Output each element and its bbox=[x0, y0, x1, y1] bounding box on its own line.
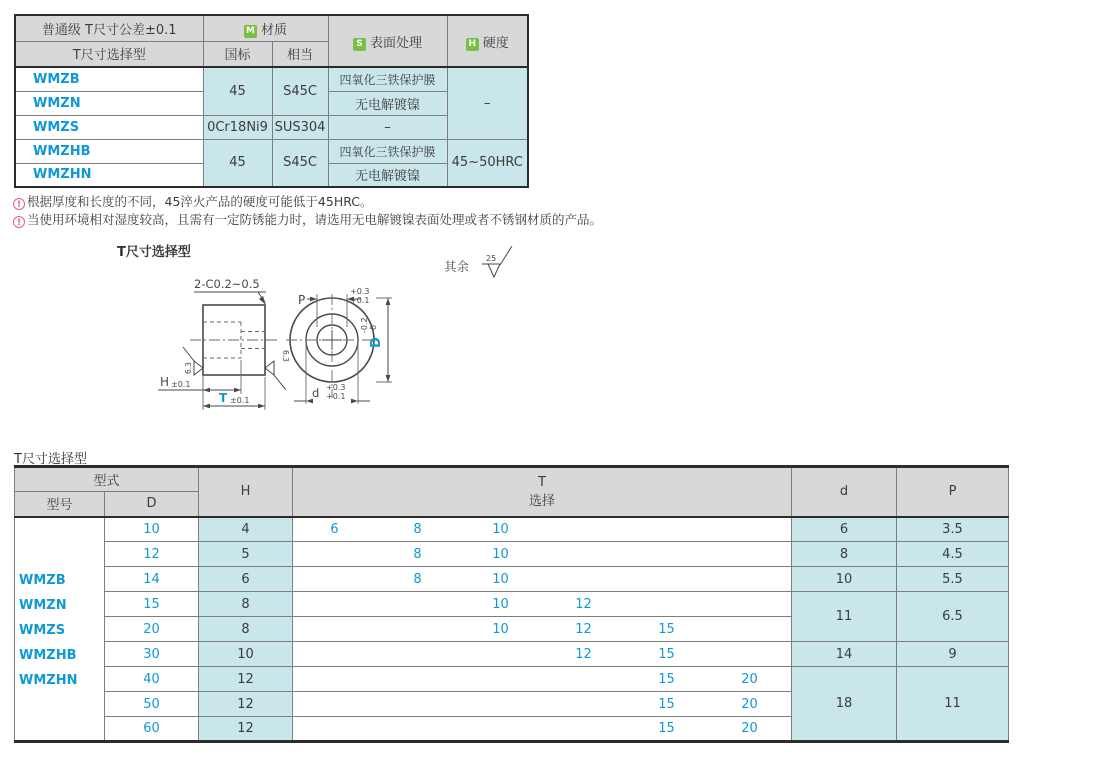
dd-col-header: d bbox=[792, 467, 897, 517]
surface-cell: – bbox=[328, 115, 447, 139]
note-line bbox=[13, 193, 602, 211]
dia-dim-label: D bbox=[369, 337, 384, 348]
equiv-cell: SUS304 bbox=[272, 115, 328, 139]
grade-header: 普通级 T尺寸公差±0.1 bbox=[15, 15, 203, 41]
p-dim-tol-lower: +0.1 bbox=[350, 296, 370, 305]
hardness-cell: – bbox=[447, 67, 528, 139]
t-options-cell bbox=[293, 542, 792, 567]
t-options-cell bbox=[293, 692, 792, 717]
t-value[interactable]: 8 bbox=[413, 571, 422, 587]
note-text: 当使用环境相对湿度较高，且需有一定防锈能力时，请选用无电解镀镍表面处理或者不锈钢材质的产品。 bbox=[27, 211, 603, 227]
model-link[interactable]: WMZHN bbox=[19, 672, 78, 688]
t-options-cell bbox=[293, 667, 792, 692]
surface-label: 表面处理 bbox=[369, 35, 422, 51]
t-value[interactable]: 8 bbox=[413, 546, 422, 562]
p-value: 6.5 bbox=[897, 592, 1009, 642]
spec-table-wrap bbox=[14, 14, 529, 188]
t-value[interactable]: 8 bbox=[413, 521, 422, 537]
h-value: 12 bbox=[199, 692, 293, 717]
d-col-header: D bbox=[105, 492, 199, 517]
dd-value: 8 bbox=[792, 542, 897, 567]
chamfer-label: 2-C0.2~0.5 bbox=[194, 277, 260, 291]
drawing-title: T尺寸选择型 bbox=[117, 245, 191, 260]
equiv-cell: S45C bbox=[272, 139, 328, 187]
t-value[interactable]: 15 bbox=[658, 671, 675, 687]
surface-icon: S bbox=[353, 38, 366, 51]
model-link[interactable]: WMZS bbox=[19, 622, 66, 638]
model-col-header: 型号 bbox=[15, 492, 105, 517]
size-table-wrap bbox=[14, 465, 1009, 743]
t-value[interactable]: 10 bbox=[492, 621, 509, 637]
model-link[interactable]: WMZHB bbox=[15, 139, 203, 163]
d-dim-tol-upper: +0.3 bbox=[326, 383, 346, 392]
model-link[interactable]: WMZN bbox=[15, 91, 203, 115]
dia-dim-tol-lower: -0.2 bbox=[360, 317, 369, 333]
spec-table bbox=[14, 14, 529, 188]
h-col-header: H bbox=[199, 467, 293, 517]
t-value[interactable]: 12 bbox=[575, 646, 592, 662]
t-options-cell bbox=[293, 642, 792, 667]
material-header bbox=[203, 15, 328, 41]
type-group-header: 型式 bbox=[15, 467, 199, 492]
t-value[interactable]: 15 bbox=[658, 696, 675, 712]
t-value[interactable]: 10 bbox=[492, 546, 509, 562]
dia-dim-tol-upper: 0 bbox=[369, 324, 378, 330]
t-dim-tol: ±0.1 bbox=[230, 396, 250, 405]
p-dim-label: P bbox=[298, 293, 306, 307]
equiv-header: 相当 bbox=[272, 41, 328, 67]
dd-value: 18 bbox=[792, 667, 897, 742]
dd-value: 11 bbox=[792, 592, 897, 642]
gb-header: 国标 bbox=[203, 41, 272, 67]
hardness-cell: 45~50HRC bbox=[447, 139, 528, 187]
d-value[interactable]: 30 bbox=[105, 642, 199, 667]
h-value: 8 bbox=[199, 617, 293, 642]
surface-cell: 无电解镀镍 bbox=[328, 163, 447, 187]
p-value: 4.5 bbox=[897, 542, 1009, 567]
caution-icon: ! bbox=[13, 216, 25, 228]
d-value[interactable]: 40 bbox=[105, 667, 199, 692]
t-options-cell bbox=[293, 717, 792, 742]
material-icon: M bbox=[244, 25, 257, 38]
h-dim-label: H bbox=[160, 375, 170, 389]
t-options-cell bbox=[293, 517, 792, 542]
size-table-title: T尺寸选择型 bbox=[14, 452, 87, 467]
dd-value: 6 bbox=[792, 517, 897, 542]
p-value: 11 bbox=[897, 667, 1009, 742]
model-link[interactable]: WMZS bbox=[15, 115, 203, 139]
d-value[interactable]: 60 bbox=[105, 717, 199, 742]
d-value[interactable]: 20 bbox=[105, 617, 199, 642]
model-link[interactable]: WMZHB bbox=[19, 647, 77, 663]
size-table bbox=[14, 465, 1009, 743]
note-line bbox=[13, 211, 602, 229]
gb-cell: 45 bbox=[203, 67, 272, 115]
d-value[interactable]: 50 bbox=[105, 692, 199, 717]
t-col-sublabel: 选择 bbox=[528, 493, 555, 509]
t-value[interactable]: 15 bbox=[658, 721, 675, 736]
t-dim-label: T bbox=[219, 391, 228, 405]
t-value[interactable]: 20 bbox=[741, 671, 758, 687]
h-value: 4 bbox=[199, 517, 293, 542]
d-value[interactable]: 10 bbox=[105, 517, 199, 542]
dd-value: 14 bbox=[792, 642, 897, 667]
h-value: 10 bbox=[199, 642, 293, 667]
gb-cell: 0Cr18Ni9 bbox=[203, 115, 272, 139]
t-col-label: T bbox=[538, 474, 546, 490]
dd-value: 10 bbox=[792, 567, 897, 592]
models-cell bbox=[15, 517, 105, 742]
surface-header bbox=[328, 15, 447, 67]
t-value[interactable]: 10 bbox=[492, 596, 509, 612]
d-dim-label: d bbox=[312, 386, 320, 400]
roughness-value: 6.3 bbox=[184, 362, 193, 374]
t-value[interactable]: 12 bbox=[575, 621, 592, 637]
h-dim-tol: ±0.1 bbox=[171, 380, 191, 389]
t-value[interactable]: 20 bbox=[741, 721, 758, 736]
note-text: 根据厚度和长度的不同，45淬火产品的硬度可能低于45HRC。 bbox=[27, 194, 373, 209]
h-value: 8 bbox=[199, 592, 293, 617]
notes bbox=[13, 193, 602, 228]
t-options-cell bbox=[293, 567, 792, 592]
h-value: 5 bbox=[199, 542, 293, 567]
caution-icon: ! bbox=[13, 198, 25, 210]
t-options-cell bbox=[293, 592, 792, 617]
surface-cell: 四氧化三铁保护膜 bbox=[328, 67, 447, 91]
hardness-icon: H bbox=[466, 38, 479, 51]
p-dim-tol-upper: +0.3 bbox=[350, 287, 370, 296]
model-link[interactable]: WMZHN bbox=[15, 163, 203, 187]
equiv-cell: S45C bbox=[272, 67, 328, 115]
technical-drawing bbox=[140, 240, 540, 420]
t-value[interactable]: 10 bbox=[492, 521, 509, 537]
gb-cell: 45 bbox=[203, 139, 272, 187]
t-value[interactable]: 15 bbox=[658, 621, 675, 637]
d-dim-tol-lower: +0.1 bbox=[326, 392, 346, 401]
hardness-label: 硬度 bbox=[482, 35, 509, 51]
d-value[interactable]: 12 bbox=[105, 542, 199, 567]
model-link[interactable]: WMZB bbox=[15, 67, 203, 91]
surface-cell: 无电解镀镍 bbox=[328, 91, 447, 115]
t-value[interactable]: 15 bbox=[658, 646, 675, 662]
p-value: 3.5 bbox=[897, 517, 1009, 542]
p-col-header: P bbox=[897, 467, 1009, 517]
model-link[interactable]: WMZB bbox=[19, 572, 66, 588]
material-label: 材质 bbox=[260, 22, 287, 38]
h-value: 6 bbox=[199, 567, 293, 592]
d-value[interactable]: 14 bbox=[105, 567, 199, 592]
type-header: T尺寸选择型 bbox=[15, 41, 203, 67]
h-value: 12 bbox=[199, 667, 293, 692]
h-value: 12 bbox=[199, 717, 293, 742]
rest-surface-value: 25 bbox=[486, 254, 497, 263]
hardness-header bbox=[447, 15, 528, 67]
roughness-value: 6.3 bbox=[281, 350, 290, 362]
t-col-header bbox=[293, 467, 792, 517]
t-value[interactable]: 10 bbox=[492, 571, 509, 587]
d-value[interactable]: 15 bbox=[105, 592, 199, 617]
p-value: 9 bbox=[897, 642, 1009, 667]
model-link[interactable]: WMZN bbox=[19, 597, 67, 613]
t-value[interactable]: 6 bbox=[330, 521, 339, 537]
surface-cell: 四氧化三铁保护膜 bbox=[328, 139, 447, 163]
rest-surface-label: 其余 bbox=[444, 259, 470, 274]
t-value[interactable]: 12 bbox=[575, 596, 592, 612]
t-options-cell bbox=[293, 617, 792, 642]
p-value: 5.5 bbox=[897, 567, 1009, 592]
t-value[interactable]: 20 bbox=[741, 696, 758, 712]
